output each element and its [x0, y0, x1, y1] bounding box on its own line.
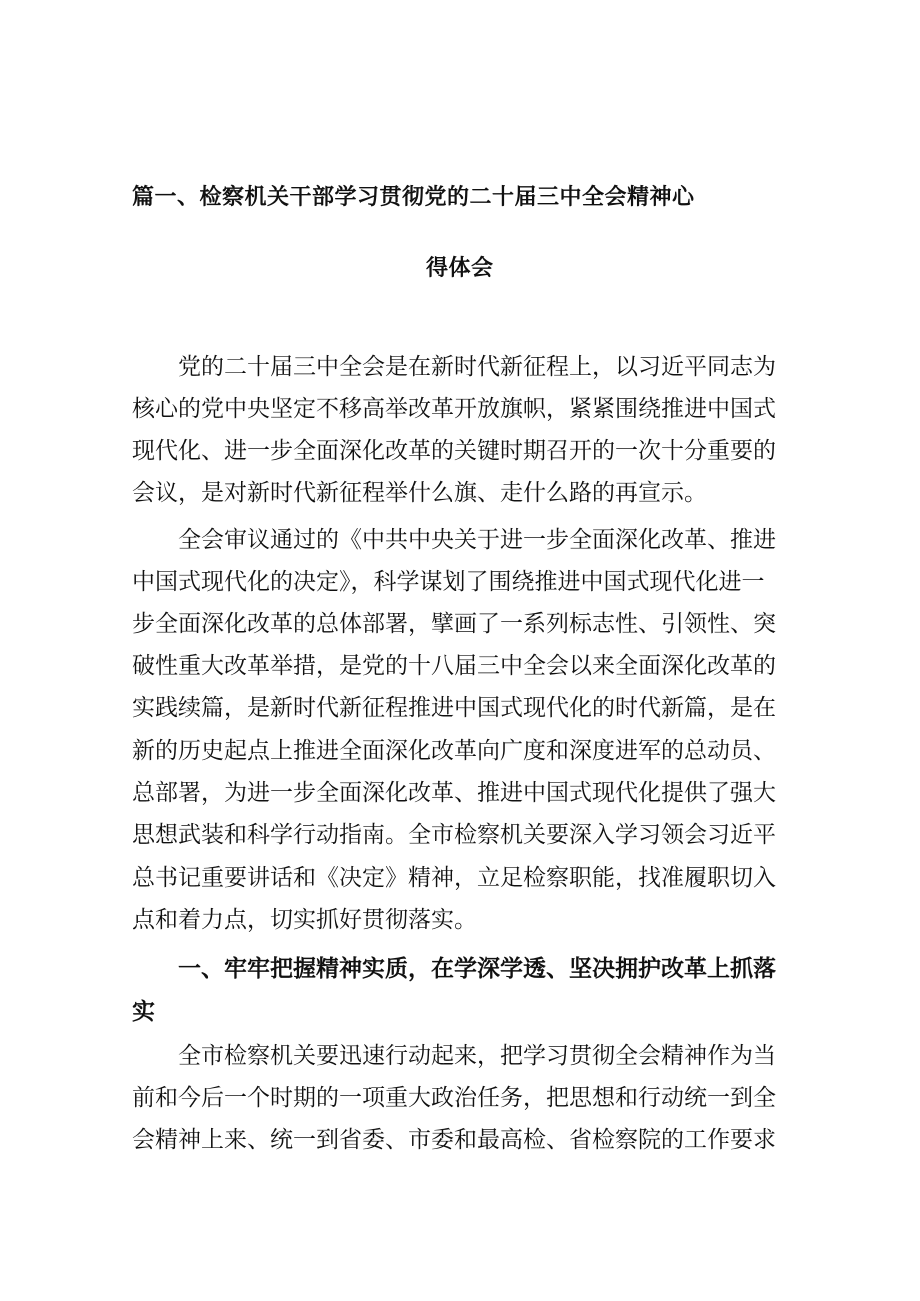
section-heading: 一、牢牢把握精神实质，在学深学透、坚决拥护改革上抓落	[132, 956, 776, 982]
paragraph-line: 前和今后一个时期的一项重大政治任务，把思想和行动统一到全	[132, 1085, 776, 1111]
paragraph-line: 会精神上来、统一到省委、市委和最高检、省检察院的工作要求	[132, 1127, 776, 1153]
paragraph-line: 点和着力点，切实抓好贯彻落实。	[132, 907, 477, 933]
paragraph-line: 思想武装和科学行动指南。全市检察机关要深入学习领会习近平	[132, 822, 776, 848]
paragraph-line: 步全面深化改革的总体部署，擘画了一系列标志性、引领性、突	[132, 611, 776, 637]
paragraph-line: 现代化、进一步全面深化改革的关键时期召开的一次十分重要的	[132, 438, 776, 464]
paragraph-line: 总部署，为进一步全面深化改革、推进中国式现代化提供了强大	[132, 780, 776, 806]
paragraph-line: 党的二十届三中全会是在新时代新征程上，以习近平同志为	[132, 354, 776, 380]
paragraph-line: 全市检察机关要迅速行动起来，把学习贯彻全会精神作为当	[132, 1043, 776, 1069]
document-title-continued: 得体会	[426, 256, 494, 281]
paragraph-line: 核心的党中央坚定不移高举改革开放旗帜，紧紧围绕推进中国式	[132, 396, 776, 422]
paragraph-line: 破性重大改革举措，是党的十八届三中全会以来全面深化改革的	[132, 653, 776, 679]
paragraph-line: 中国式现代化的决定》，科学谋划了围绕推进中国式现代化进一	[132, 569, 765, 595]
paragraph-line: 新的历史起点上推进全面深化改革向广度和深度进军的总动员、	[132, 738, 776, 764]
paragraph-line: 实践续篇，是新时代新征程推进中国式现代化的时代新篇，是在	[132, 695, 776, 721]
paragraph-line: 全会审议通过的《中共中央关于进一步全面深化改革、推进	[132, 527, 776, 553]
document-title: 篇一、检察机关干部学习贯彻党的二十届三中全会精神心	[132, 185, 695, 210]
paragraph-line: 总书记重要讲话和《决定》精神，立足检察职能，找准履职切入	[132, 865, 776, 891]
paragraph-line: 会议，是对新时代新征程举什么旗、走什么路的再宣示。	[132, 480, 707, 506]
section-heading-continued: 实	[132, 999, 155, 1025]
